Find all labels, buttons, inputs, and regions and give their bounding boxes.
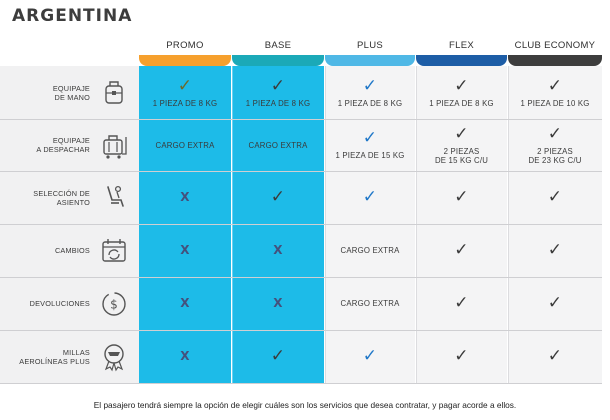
cell-base <box>232 277 324 330</box>
check-icon: ✓ <box>362 187 378 207</box>
check-icon: ✓ <box>454 75 469 96</box>
cell-text: 1 PIEZA DE 8 KG <box>245 98 311 108</box>
check-icon: ✓ <box>270 346 286 366</box>
row-label <box>0 348 90 366</box>
cell-base <box>232 171 324 224</box>
check-icon: ✓ <box>454 240 469 260</box>
check-icon: ✓ <box>362 346 378 366</box>
footer-note: El pasajero tendrá siempre la opción de elegir cuáles son los servicios que desea contratar, y pagar acorde a ellos. <box>93 400 517 410</box>
cross-icon: X <box>273 296 283 310</box>
row-label-line: ASIENTO <box>56 197 90 207</box>
cell-text: CARGO EXTRA <box>340 246 400 255</box>
cell-plus <box>325 330 415 383</box>
column-header-flex <box>416 38 507 66</box>
cell-text: 1 PIEZA DE 8 KG <box>152 98 218 108</box>
row-label <box>0 84 90 102</box>
row-label <box>0 189 90 207</box>
column-header-label: CLUB ECONOMY <box>514 40 596 51</box>
check-icon: ✓ <box>454 346 469 366</box>
cell-base <box>232 119 324 171</box>
check-icon: ✓ <box>270 75 286 96</box>
column-header-label: BASE <box>264 40 292 51</box>
cell-club <box>508 119 602 171</box>
cell-text: 1 PIEZA DE 15 KG <box>335 151 405 160</box>
row-label-line: DE MANO <box>54 92 90 102</box>
check-icon: ✓ <box>547 187 563 207</box>
column-header-base <box>232 38 324 66</box>
row-label-line: DEVOLUCIONES <box>29 299 90 308</box>
cell-text: 2 PIEZAS DE 23 KG C/U <box>528 146 582 165</box>
cell-plus <box>325 171 415 224</box>
cell-promo <box>139 66 231 119</box>
row-label <box>0 246 90 255</box>
cell-promo <box>139 330 231 383</box>
column-header-label: PLUS <box>356 40 384 51</box>
miles-badge-icon <box>98 341 130 373</box>
cross-icon: X <box>273 243 283 257</box>
check-icon: ✓ <box>270 187 286 207</box>
cell-flex <box>416 119 507 171</box>
cell-club <box>508 171 602 224</box>
cross-icon: X <box>180 349 190 363</box>
cell-flex <box>416 171 507 224</box>
cell-plus <box>325 224 415 277</box>
row-label-line: SELECCIÓN DE <box>33 188 90 198</box>
cell-promo <box>139 171 231 224</box>
cross-icon: X <box>180 243 190 257</box>
seat-icon <box>98 182 130 214</box>
refund-icon <box>98 288 130 320</box>
column-header-label: FLEX <box>449 40 474 51</box>
cell-club <box>508 66 602 119</box>
cell-promo <box>139 224 231 277</box>
cell-text: 1 PIEZA DE 8 KG <box>429 98 494 108</box>
row-divider <box>0 383 602 384</box>
cell-text: CARGO EXTRA <box>155 140 215 150</box>
row-label-line: EQUIPAJE <box>52 83 90 93</box>
cell-base <box>232 330 324 383</box>
column-color-bar <box>325 55 415 66</box>
carry-on-bag-icon <box>98 77 130 109</box>
column-header-promo <box>139 38 231 66</box>
column-color-bar <box>139 55 231 66</box>
column-header-plus <box>325 38 415 66</box>
column-header-label: PROMO <box>166 40 204 51</box>
row-label-line: CAMBIOS <box>54 246 90 255</box>
cell-base <box>232 66 324 119</box>
check-icon: ✓ <box>547 293 563 313</box>
check-icon: ✓ <box>454 187 469 207</box>
cross-icon: X <box>180 296 190 310</box>
cell-text: CARGO EXTRA <box>340 299 400 308</box>
cell-base <box>232 224 324 277</box>
cell-flex <box>416 224 507 277</box>
cell-club <box>508 330 602 383</box>
row-label-line: AEROLÍNEAS PLUS <box>19 356 90 366</box>
calendar-change-icon <box>98 235 130 267</box>
cell-promo <box>139 277 231 330</box>
column-color-bar <box>416 55 507 66</box>
check-icon: ✓ <box>454 293 469 313</box>
row-label <box>0 299 90 308</box>
row-label <box>0 136 90 154</box>
column-color-bar <box>232 55 324 66</box>
row-label-line: A DESPACHAR <box>36 145 90 154</box>
column-header-club <box>508 38 602 66</box>
check-icon: ✓ <box>177 75 193 96</box>
checked-luggage-icon <box>98 129 130 161</box>
cell-flex <box>416 330 507 383</box>
row-label-line: MILLAS <box>62 347 90 357</box>
cell-text: CARGO EXTRA <box>248 140 308 150</box>
cell-club <box>508 224 602 277</box>
cell-text: 1 PIEZA DE 10 KG <box>520 98 590 108</box>
cross-icon: X <box>180 190 190 204</box>
page-title: ARGENTINA <box>12 6 133 26</box>
cell-flex <box>416 66 507 119</box>
check-icon: ✓ <box>547 75 563 96</box>
cell-flex <box>416 277 507 330</box>
svg-text:$: $ <box>110 297 118 311</box>
cell-promo <box>139 119 231 171</box>
check-icon: ✓ <box>362 75 378 96</box>
check-icon: ✓ <box>362 128 378 148</box>
cell-text: 1 PIEZA DE 8 KG <box>337 98 403 108</box>
cell-plus <box>325 277 415 330</box>
check-icon: ✓ <box>547 240 563 260</box>
check-icon: ✓ <box>454 123 469 144</box>
cell-plus <box>325 66 415 119</box>
row-label-line: EQUIPAJE <box>52 136 90 145</box>
column-color-bar <box>508 55 602 66</box>
check-icon: ✓ <box>547 346 563 366</box>
cell-plus <box>325 119 415 171</box>
cell-text: 2 PIEZAS DE 15 KG C/U <box>434 146 489 165</box>
cell-club <box>508 277 602 330</box>
check-icon: ✓ <box>547 123 563 144</box>
